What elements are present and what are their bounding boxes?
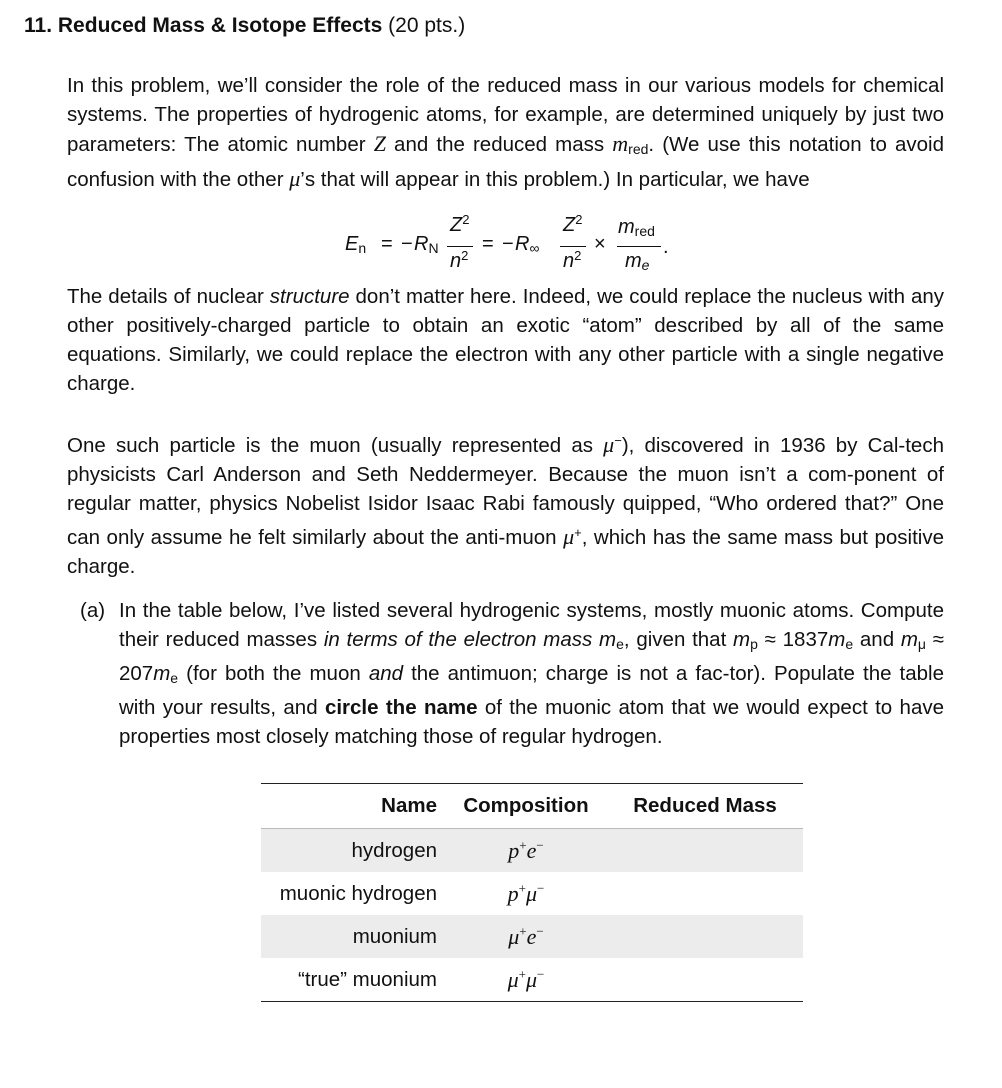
comp-b-sup: −: [537, 880, 545, 896]
eq-n-den-1: n: [450, 250, 462, 272]
pa-p-sub: p: [750, 636, 758, 652]
row-name: hydrogen: [261, 829, 445, 873]
eq-red-sub: red: [634, 223, 655, 239]
comp-a: μ: [507, 966, 519, 992]
p3-minus: −: [614, 433, 622, 448]
pa-text-1: In the table below, I’ve listed several hydrogenic systems, mostly muonic atoms. Compute their reduced masses: [119, 599, 944, 651]
eq-E: E: [345, 233, 359, 255]
pa-me-1: m: [828, 628, 846, 651]
pa-mp: m: [733, 628, 751, 651]
intro-text-4: ’s that will appear in this problem.) In particular, we have: [300, 168, 810, 191]
comp-a-sup: +: [518, 880, 526, 896]
eq-inf-sub: ∞: [529, 240, 540, 256]
problem-title: [24, 14, 465, 38]
comp-a: p: [508, 837, 520, 863]
row-reduced-mass[interactable]: [607, 915, 803, 958]
eq-minus-2: −: [502, 233, 514, 255]
eq-Z-num-1: Z: [450, 214, 463, 236]
pa-e-sub-1: e: [616, 636, 624, 652]
row-reduced-mass[interactable]: [607, 958, 803, 1002]
header-reduced-mass: Reduced Mass: [607, 784, 803, 829]
comp-b-sup: −: [536, 837, 544, 853]
part-a-label: (a): [80, 599, 106, 622]
intro-text-2: and the reduced mass: [385, 133, 613, 156]
paragraph-muon: [67, 426, 944, 581]
eq-period: .: [663, 236, 669, 258]
reduced-mass-table: [261, 783, 803, 1002]
pa-approx-2: ≈ 207: [119, 628, 944, 685]
table-row: [261, 958, 803, 1002]
table-row: [261, 829, 803, 873]
pa-and: and: [368, 662, 404, 685]
pa-e-sub-3: e: [170, 670, 179, 686]
p3-text-1: One such particle is the muon (usually represented as: [67, 434, 604, 457]
eq-Z-sup-1: 2: [462, 212, 470, 227]
row-composition: [445, 958, 607, 1002]
comp-a-sup: +: [519, 923, 527, 939]
pa-mu-sub: μ: [917, 636, 926, 652]
row-reduced-mass[interactable]: [607, 829, 803, 873]
paragraph-structure: [67, 282, 944, 398]
table-row: [261, 915, 803, 958]
intro-Z: Z: [373, 131, 386, 156]
row-reduced-mass[interactable]: [607, 872, 803, 915]
eq-Z-num-2: Z: [563, 214, 576, 236]
intro-text-3: . (We use this notation to avoid confusion with the other: [67, 133, 945, 191]
intro-text-1: In this problem, we’ll consider the role of the reduced mass in our various models for chemical systems. The properties of hydrogenic atoms, for example, are determined uniquely by just two parameters: The atomic number: [67, 74, 944, 156]
pa-text-4: (for both the muon: [178, 662, 369, 685]
intro-paragraph: [67, 71, 944, 194]
comp-a-sup: +: [519, 837, 527, 853]
pa-italic: in terms of the electron mass m: [323, 628, 617, 651]
eq-equals-1: =: [381, 233, 393, 255]
p2-structure: structure: [269, 285, 350, 308]
p3-text-2: ), discovered in 1936 by Cal-tech physicists Carl Anderson and Seth Neddermeyer. Because the muon isn’t a com-ponent of regular matter, physics Nobelist Isidor Isaac Rabi famously quipped, “Who ordered that?” One can only assume he felt similarly about the anti-muon: [67, 434, 944, 549]
energy-equation: [345, 212, 685, 280]
p3-plus: +: [574, 525, 582, 540]
comp-a: p: [507, 880, 519, 906]
p2-text-1: The details of nuclear: [67, 285, 270, 308]
p2-text-2: don’t matter here. Indeed, we could replace the nucleus with any other positively-charged particle to obtain an exotic “atom” described by all of the same equations. Similarly, we could replace the electron with any other particle with a single negative charge.: [67, 285, 944, 395]
pa-approx-1: ≈ 1837: [757, 628, 829, 651]
part-a-body: [119, 596, 944, 751]
intro-mu: μ: [289, 166, 301, 191]
eq-mred: m: [618, 216, 635, 238]
header-name: Name: [261, 784, 445, 829]
row-composition: [445, 829, 607, 873]
pa-circle-the-name: circle the name: [324, 696, 478, 719]
header-composition: Composition: [445, 784, 607, 829]
p3-mu-plus: μ: [563, 524, 575, 549]
eq-Rinf: R: [515, 233, 530, 255]
pa-me-2: m: [153, 662, 171, 685]
comp-b-sup: −: [537, 966, 545, 982]
eq-frac-bar-3: [617, 246, 661, 247]
pa-mmu: m: [900, 628, 918, 651]
comp-b: μ: [526, 966, 538, 992]
comp-b-sup: −: [536, 923, 544, 939]
row-name: muonic hydrogen: [279, 881, 437, 905]
comp-b: e: [526, 837, 537, 863]
eq-N-sub: N: [428, 240, 439, 256]
eq-me: m: [625, 250, 642, 272]
row-composition: [445, 915, 607, 958]
row-name: “true” muonium: [298, 967, 437, 991]
eq-minus-1: −: [401, 233, 413, 255]
eq-times: ×: [594, 233, 606, 255]
eq-n-den-2: n: [563, 250, 575, 272]
comp-b: μ: [525, 880, 538, 906]
p3-mu-minus: μ: [603, 432, 615, 457]
problem-heading: Reduced Mass & Isotope Effects: [57, 14, 383, 37]
p3-text-3: , which has the same mass but positive charge.: [67, 526, 944, 578]
intro-m: m: [612, 131, 629, 156]
problem-points: (20 pts.): [388, 14, 466, 37]
table-header-row: [261, 784, 803, 829]
eq-n-sub: n: [358, 240, 367, 256]
eq-n-sup-2: 2: [574, 248, 582, 263]
pa-text-5: the antimuon; charge is not a fac-tor). Populate the table with your results, and: [119, 662, 945, 719]
eq-frac-bar-2: [560, 246, 586, 247]
row-composition: [445, 872, 607, 915]
pa-text-6: of the muonic atom that we would expect to have properties most closely matching those of regular hydrogen.: [119, 696, 944, 748]
eq-e-sub: e: [641, 257, 650, 273]
pa-e-sub-2: e: [845, 636, 854, 652]
eq-frac-bar-1: [447, 246, 473, 247]
comp-a: μ: [508, 923, 520, 949]
pa-text-2: , given that: [623, 628, 734, 651]
eq-equals-2: =: [482, 233, 494, 255]
comp-b: e: [526, 923, 537, 949]
row-name: muonium: [261, 915, 445, 958]
eq-n-sup-1: 2: [461, 248, 469, 263]
pa-text-3: and: [853, 628, 901, 651]
problem-number: 11.: [24, 14, 53, 37]
table-row: [261, 872, 803, 915]
comp-a-sup: +: [518, 966, 526, 982]
eq-Z-sup-2: 2: [575, 212, 583, 227]
intro-red-sub: red: [628, 141, 649, 157]
eq-RN: R: [414, 233, 429, 255]
